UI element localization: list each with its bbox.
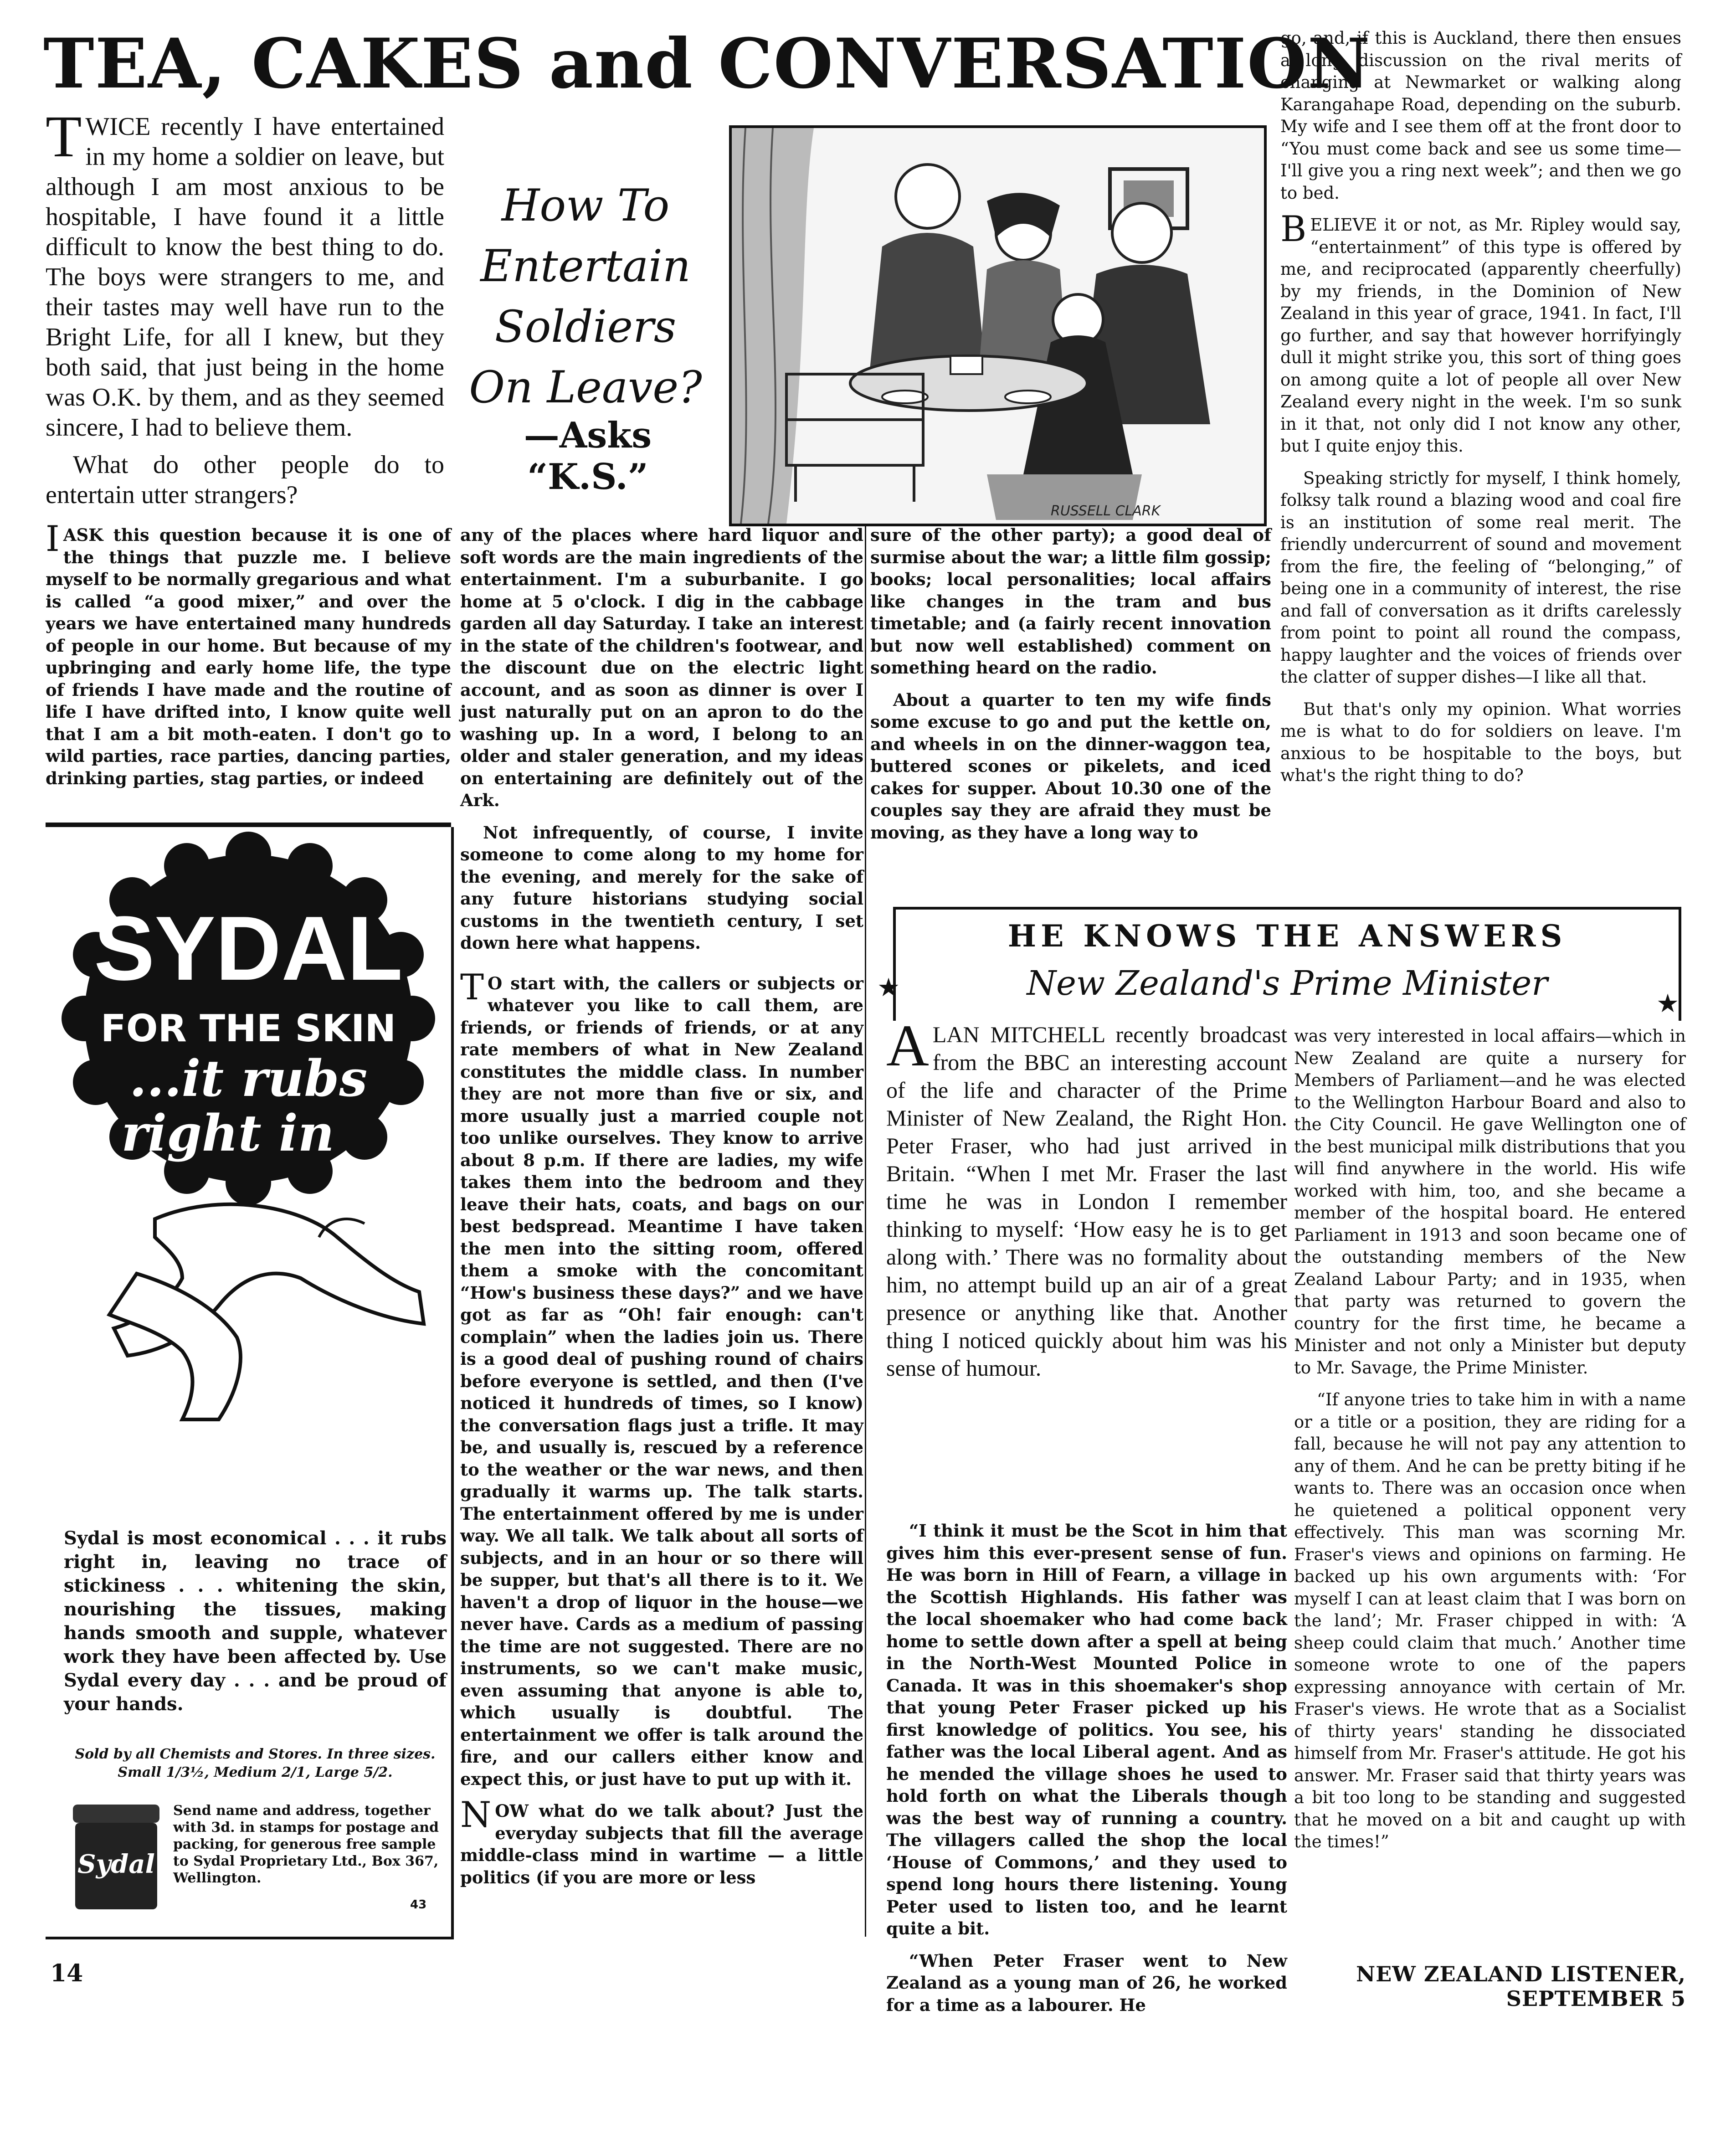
fraser-paragraph-r2: “If anyone tries to take him in with a name or a title or a position, they are riding for a fall, because he will not pay any attention to any of them. And he can be pretty biting if he wants to. There was an occasion once when he quietened a political opponent very effectively. This man was scorning Mr. Fraser's views and opinions on farming. He backed up his own arguments with: ‘For myself I can at least claim that I was born on the land’; Mr. Fraser chipped in with: ‘A sheep could claim that much.’ Another time someone wrote to one of the papers expressing annoyance with certain of Mr. Fraser's views. He wrote that as a Socialist of thirty years' standing he dissociated himself from Mr. Fraser's attitude. He got his answer. Mr. Fraser said that thirty years was a bit too long to be standing and suggested that he moved on a bit and caught up with the times!”: [1294, 1390, 1686, 1851]
deck-line-2: Entertain: [480, 241, 691, 292]
star-icon: ★: [877, 973, 900, 1003]
fraser-lead-paragraph: ALAN MITCHELL recently broadcast from the BBC an interesting account of the life and character of the Prime Minister of New Zealand, the Right Hon. Peter Fraser, who had just arrived in Britain. “When I met Mr. Fraser the last time he was in London I remember thinking to myself: ‘How easy he is to get along with.’ There was no formality about him, no attempt build up an air of a great presence or anything like that. Another thing I noticed quickly about him was his sense of humour.: [886, 1013, 1287, 1381]
fraser-subtitle: New Zealand's Prime Minister: [1027, 964, 1548, 1003]
col1-paragraph-1: IASK this question because it is one of the things that puzzle me. I believe myself to be normally gregarious and what is called “a good mixer,” and over the years we have entertained many hundreds of people in our home. But because of my upbringing and early home life, the type of friends I have made and the routine of life I have drifted into, I know quite well that I am a bit moth-eaten. I don't go to wild parties, race parties, dancing parties, drinking parties, stag parties, or indeed: [46, 519, 451, 788]
article-deck: [449, 175, 722, 418]
page-number: 14: [50, 1959, 83, 1987]
fraser-column-left: [886, 1520, 1287, 2026]
sydal-send-offer: Send name and address, together with 3d. in stamps for postage and packing, for generous free sample to Sydal Proprietary Ltd., Box 367, Wellington.: [173, 1803, 439, 1886]
sydal-brand: SYDAL: [94, 898, 403, 999]
col2-paragraph-2: Not infrequently, of course, I invite someone to come along to my home for the evening, and merely for the sake of any future historians studying social customs in the twentieth century, I set down here what happens.: [460, 822, 863, 953]
illustration-drawing: [732, 128, 1264, 524]
col2-paragraph-3: T O start with, the callers or subjects or whatever you like to call them, are friends, or friends of friends, or at any rate members of what in New Zealand constitutes the middle class. In number they are not more than five or six, and more usually just a married couple not too unlike ourselves. They know to arrive about 8 p.m. If there are ladies, my wife takes them into the bedroom and they leave their hats, coats, and bags on our best bedspread. Meantime I have taken the men into the sitting room, offered them a smoke with the concomitant “How's business these days?” and we have got as far as “Oh! fair enough: can't complain” when the ladies join us. There is a good deal of pushing round of chairs before everyone is settled, and then (I've noticed it hundreds of times, so I know) the conversation flags just a trifle. It may be, and usually is, rescued by a reference to the weather or the war news, and then gradually it warms up. The talk starts. The entertainment offered by me is under way. We all talk. We talk about all sorts of subjects, and in an hour or so there will be supper, but that's all there is to it. We haven't a drop of liquor in the house—we never have. Cards as a medium of passing the time are not suggested. There are no instruments, so we can't make music, even assuming that anyone is able to, which usually is doubtful. The entertainment we offer is talk around the fire, and our callers either know and expect this, or just have to put up with it.: [460, 967, 863, 1789]
sydal-slogan-2: right in: [121, 1104, 334, 1162]
sydal-jar-label: Sydal: [77, 1849, 155, 1879]
article-byline: —Asks “K.S.”: [524, 415, 652, 498]
deck-line-1: How To: [501, 180, 670, 231]
sydal-sold-line: Sold by all Chemists and Stores. In three sizes. Small 1/3½, Medium 2/1, Large 5/2.: [75, 1746, 436, 1780]
drop-cap: B: [1280, 209, 1307, 250]
sydal-artwork: [46, 827, 451, 1465]
drop-cap: I: [46, 519, 60, 560]
publication-footer: NEW ZEALAND LISTENER, SEPTEMBER 5: [1356, 1962, 1686, 2011]
star-icon: ★: [1656, 989, 1680, 1018]
col2-paragraph-4: NOW what do we talk about? Just the everyday subjects that fill the average middle-class mind in wartime — a little politics (if you are more or less: [460, 1794, 863, 1887]
drop-cap: T: [46, 104, 82, 170]
col4-paragraph-4: But that's only my opinion. What worries me is what to do for soldiers on leave. I'm anxious to be hospitable to the boys, but what's the right thing to do?: [1280, 699, 1681, 785]
column-3: [870, 524, 1271, 854]
column-2: [460, 524, 863, 1898]
fraser-paragraph-2: “I think it must be the Scot in him that gives him this ever-present sense of fun. He was born in Hill of Fearn, a village in the Scottish Highlands. His father was the local shoemaker who had come back home to settle down after a spell at being in the North-West Mounted Police in Canada. It was in this shoemaker's shop that young Peter Fraser picked up his first knowledge of politics. You see, his father was the local Liberal agent. And as he mended the village shoes he used to hold forth on what the Liberals though was the best way of running a country. The villagers called the shop the local ‘House of Commons,’ and they used to spend long hours there listening. Young Peter used to listen too, and he learnt quite a bit.: [886, 1521, 1287, 1938]
sydal-copy: Sydal is most economical . . . it rubs right in, leaving no trace of stickiness . . . whitening the skin, nourishing the tissues, making hands smooth and supple, whatever work they have been affected by. Use Sydal every day . . . and be proud of your hands.: [64, 1527, 447, 1715]
col4-paragraph-1: go, and, if this is Auckland, there then ensues a long discussion on the rival merits of changing at Newmarket or walking along Karangahape Road, depending on the suburb. My wife and I see them off at the front door to “You must come back and see us some time—I'll give you a ring next week”; and then we go to bed.: [1280, 28, 1681, 203]
col4-paragraph-2: BELIEVE it or not, as Mr. Ripley would say, “entertainment” of this type is offered by me, and reciprocated (apparently cheerfully) by my friends, in the Dominion of New Zealand in this year of grace, 1941. In fact, I'll go further, and say that however horrifyingly dull it might strike you, this sort of thing goes on among quite a lot of people all over New Zealand every night in the week. I'm so sunk in it that, not only did I not know any other, but I quite enjoy this.: [1280, 209, 1681, 456]
illustration-signature: RUSSELL CLARK: [1051, 503, 1161, 519]
ad-divider: [46, 823, 451, 827]
ad-bottom-rule: [46, 1937, 454, 1939]
sydal-jar: [68, 1800, 164, 1914]
fraser-paragraph-3: “When Peter Fraser went to New Zealand as a young man of 26, he worked for a time as a labourer. He: [886, 1950, 1287, 2015]
article-headline: TEA, CAKES and CONVERSATION: [43, 24, 1371, 104]
column-4: [1280, 27, 1681, 797]
col3-paragraph-1: sure of the other party); a good deal of surmise about the war; a little film gossip; books; local personalities; local affairs like changes in the tram and bus timetable; and (a fairly recent innovation but now well established) comment on something heard on the radio.: [870, 525, 1271, 678]
fraser-column-right: [1294, 1025, 1686, 1863]
fraser-title: HE KNOWS THE ANSWERS: [1007, 918, 1567, 954]
col3-paragraph-2: About a quarter to ten my wife finds some excuse to go and put the kettle on, and wheels in on the dinner-waggon tea, buttered scones or pikelets, and iced cakes for supper. About 10.30 one of the couples say they are afraid they must be moving, as they have a long way to: [870, 689, 1271, 843]
drop-cap: T: [460, 967, 484, 1008]
illustration-tea-party: [729, 125, 1267, 526]
lead-paragraph-1: TWICE recently I have entertained in my home a soldier on leave, but although I am most anxious to be hospitable, I have found it a little difficult to know the best thing to do. The boys were strangers to me, and their tastes may well have run to the Bright Life, for all I knew, but they both said, that just being in the home was O.K. by them, and as they seemed sincere, I had to believe them.: [46, 104, 444, 442]
deck-line-3: Soldiers: [494, 301, 677, 352]
lead-paragraphs: [46, 104, 444, 517]
drop-cap: A: [886, 1013, 929, 1079]
column-1: [46, 519, 451, 799]
column-rule: [865, 524, 866, 1937]
col2-paragraph-1: any of the places where hard liquor and soft words are the main ingredients of the entertainment. I'm a suburbanite. I go home at 5 o'clock. I dig in the cabbage garden all day Saturday. I take an interest in the state of the children's footwear, and the discount due on the electric light account, and as soon as dinner is over I just naturally put on an apron to do the washing up. In a word, I belong to an older and staler generation, and my ideas on entertaining are definitely out of the Ark.: [460, 525, 863, 810]
sydal-code: 43: [410, 1898, 427, 1912]
col4-paragraph-3: Speaking strictly for myself, I think homely, folksy talk round a blazing wood and coal fire is an institution of some real merit. The friendly undercurrent of sound and movement from the fire, the feeling of “belonging,” of being one in a community of interest, the rise and fall of conversation as it drifts carelessly from point to point all round the compass, happy laughter and the voices of friends over the clatter of supper dishes—I like all that.: [1280, 468, 1681, 687]
drop-cap: N: [460, 1794, 492, 1836]
fraser-paragraph-r1: was very interested in local affairs—which in New Zealand are quite a nursery for Members of Parliament—and he was elected to the Wellington Harbour Board and also to the City Council. He gave Wellington one of the best municipal milk distributions that you will find anywhere in the world. His wife worked with him, too, and she became a member of the hospital board. He entered Parliament in 1913 and soon became one of the outstanding members of the New Zealand Labour Party; and in 1935, when that party was returned to govern the country for the first time, he became a Minister and not only a Minister but deputy to Mr. Savage, the Prime Minister.: [1294, 1026, 1686, 1378]
sydal-tagline: FOR THE SKIN: [100, 1007, 396, 1050]
lead-paragraph-2: What do other people do to entertain utter strangers?: [46, 451, 444, 509]
fraser-lead: [886, 1013, 1287, 1389]
deck-line-4: On Leave?: [469, 362, 702, 413]
sydal-slogan-1: ...it rubs: [129, 1049, 368, 1108]
ad-right-rule: [451, 827, 454, 1939]
sydal-jar-image: [68, 1800, 164, 1914]
